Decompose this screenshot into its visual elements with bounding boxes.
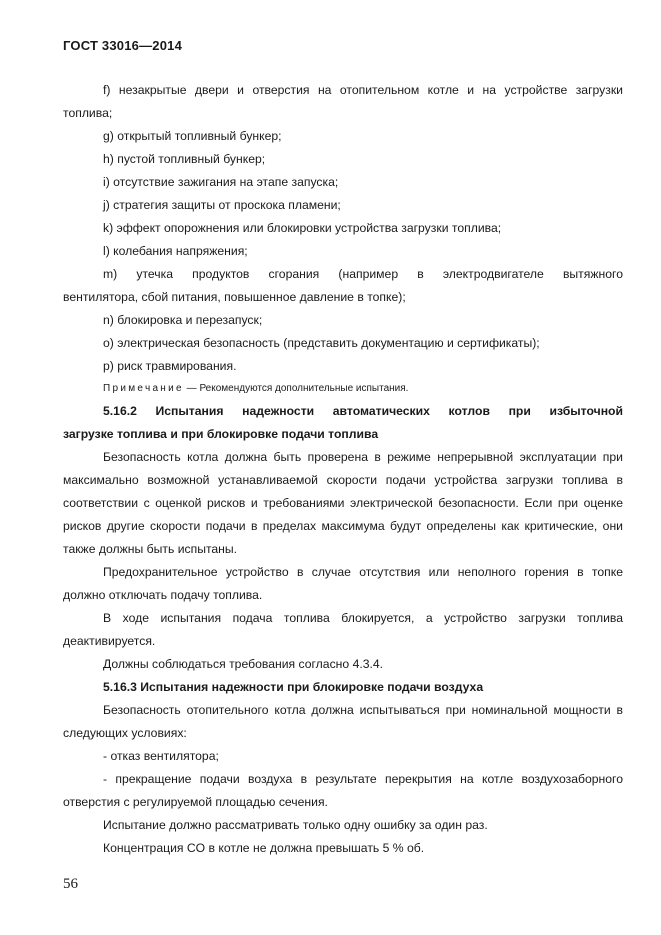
list-item-f-line1: f) незакрытые двери и отверстия на отопительном котле и на устройстве загрузки: [103, 83, 623, 97]
list-item-p: p) риск травмирования.: [103, 359, 237, 373]
list-item-i: i) отсутствие зажигания на этапе запуска;: [103, 175, 339, 189]
section-5162-para3: В ходе испытания подача топлива блокируется, а устройство загрузки топлива деактивируется.: [63, 611, 623, 648]
list-item-l: l) колебания напряжения;: [103, 244, 248, 258]
list-item-m-line1: m) утечка продуктов сгорания (например в электродвигателе вытяжного: [103, 267, 623, 281]
section-5163-item1: - отказ вентилятора;: [103, 749, 219, 763]
standard-header: ГОСТ 33016—2014: [63, 38, 182, 53]
section-5163-title: 5.16.3 Испытания надежности при блокировке подачи воздуха: [103, 680, 484, 694]
section-5162-para1: Безопасность котла должна быть проверена в режиме непрерывной эксплуатации при максимально возможной устанавливаемой скорости подачи устройства загрузки топлива в соответствии с оценкой рисков и требованиями электрической безопасности. Если при оценке рисков другие скорости подачи в пределах максимума будут определены как критические, они также должны быть испытаны.: [63, 450, 623, 556]
note: [63, 379, 623, 398]
document-body: [63, 79, 623, 860]
section-5163-para1: Безопасность отопительного котла должна испытываться при номинальной мощности в следующих условиях:: [63, 703, 623, 740]
page-number: 56: [63, 876, 78, 892]
note-text: — Рекомендуются дополнительные испытания.: [183, 383, 409, 394]
list-item-o: o) электрическая безопасность (представить документацию и сертификаты);: [103, 336, 540, 350]
list-item-f-line2: топлива;: [63, 106, 113, 120]
section-5162-title-line1: 5.16.2 Испытания надежности автоматических котлов при избыточной: [103, 404, 623, 418]
section-5162-para2: Предохранительное устройство в случае отсутствия или неполного горения в топке должно отключать подачу топлива.: [63, 565, 623, 602]
section-5162-para4: Должны соблюдаться требования согласно 4.3.4.: [103, 657, 384, 671]
section-5163-para2: Испытание должно рассматривать только одну ошибку за один раз.: [103, 818, 488, 832]
section-5163-para3: Концентрация CO в котле не должна превышать 5 % об.: [103, 841, 425, 855]
list-item-k: k) эффект опорожнения или блокировки устройства загрузки топлива;: [103, 221, 502, 235]
note-label: Примечание: [103, 383, 184, 394]
list-item-n: n) блокировка и перезапуск;: [103, 313, 263, 327]
section-5163-item2: - прекращение подачи воздуха в результате перекрытия на котле воздухозаборного отверстия с регулируемой площадью сечения.: [63, 772, 623, 809]
section-5162-title-line2: загрузке топлива и при блокировке подачи топлива: [63, 427, 379, 441]
list-item-m-line2: вентилятора, сбой питания, повышенное давление в топке);: [63, 290, 406, 304]
list-item-j: j) стратегия защиты от проскока пламени;: [103, 198, 341, 212]
list-item-h: h) пустой топливный бункер;: [103, 152, 266, 166]
list-item-g: g) открытый топливный бункер;: [103, 129, 282, 143]
